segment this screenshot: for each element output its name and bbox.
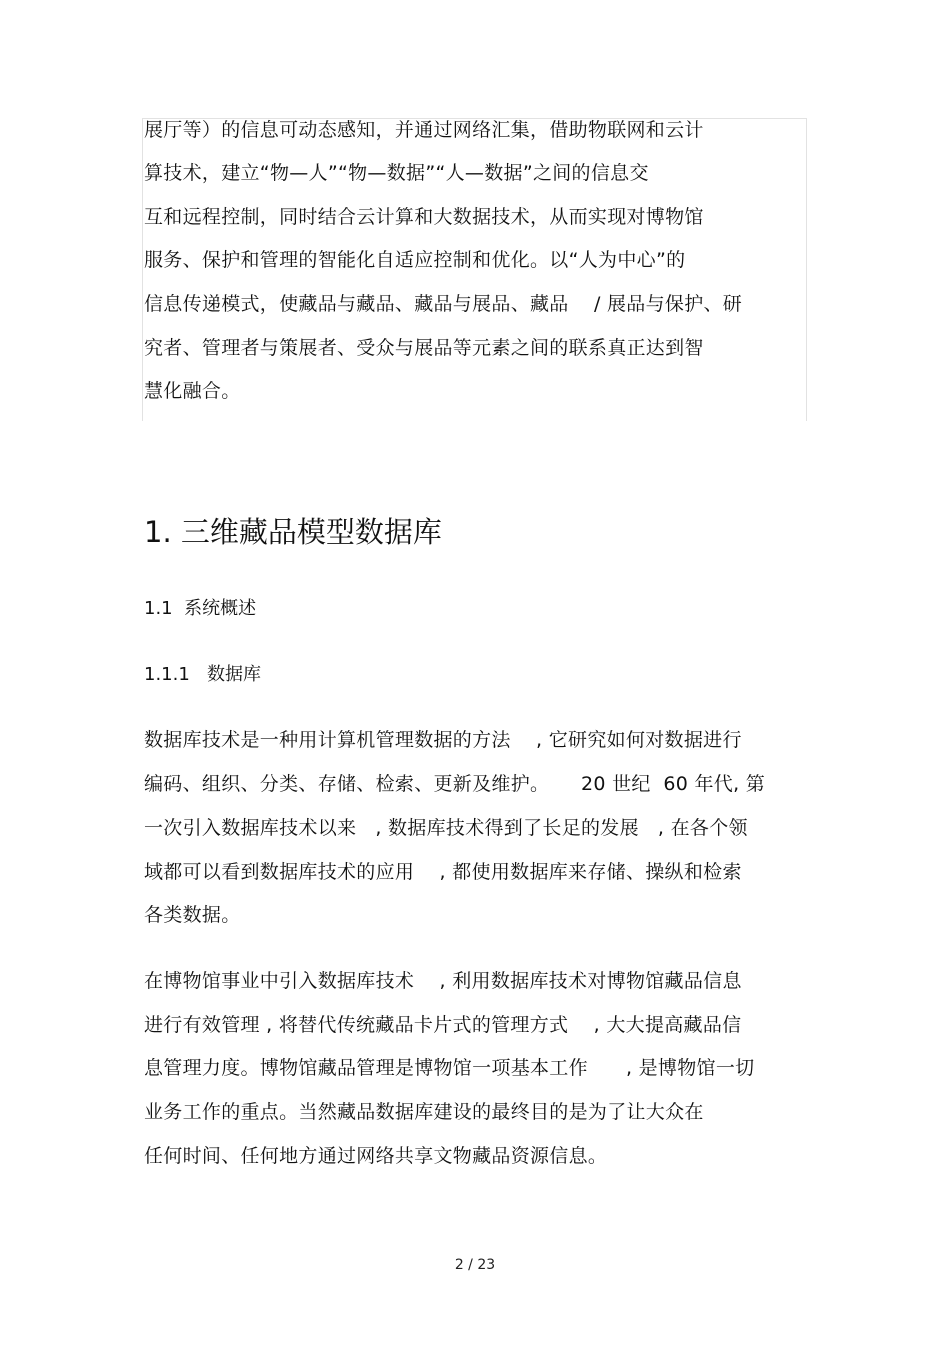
paragraph1-line-2: 编码、组织、分类、存储、检索、更新及维护。 20 世纪 60 年代, 第 [144,773,766,795]
intro-line-4: 服务、保护和管理的智能化自适应控制和优化。以“人为中心”的 [144,249,686,271]
intro-line-5: 信息传递模式，使藏品与藏品、藏品与展品、藏品 / 展品与保护、研 [144,293,743,315]
intro-line-1: 展厅等）的信息可动态感知，并通过网络汇集，借助物联网和云计 [144,119,704,141]
intro-line-3: 互和远程控制，同时结合云计算和大数据技术，从而实现对博物馆 [144,206,704,228]
intro-line-6: 究者、管理者与策展者、受众与展品等元素之间的联系真正达到智 [144,337,704,359]
paragraph1-line-4: 域都可以看到数据库技术的应用 , 都使用数据库来存储、操纵和检索 [144,861,742,883]
section-heading: 1. 三维藏品模型数据库 [144,515,442,549]
paragraph2-line-5: 任何时间、任何地方通过网络共享文物藏品资源信息。 [144,1145,608,1167]
subsection-heading: 1.1 系统概述 [144,598,257,619]
page-number: 2 / 23 [454,1257,496,1273]
subsubsection-heading: 1.1.1 数据库 [144,664,261,685]
paragraph2-line-4: 业务工作的重点。当然藏品数据库建设的最终目的是为了让大众在 [144,1101,704,1123]
intro-line-7: 慧化融合。 [144,380,241,402]
paragraph1-line-1: 数据库技术是一种用计算机管理数据的方法 , 它研究如何对数据进行 [144,729,742,751]
paragraph2-line-2: 进行有效管理 , 将替代传统藏品卡片式的管理方式 , 大大提高藏品信 [144,1014,742,1036]
paragraph1-line-3: 一次引入数据库技术以来 , 数据库技术得到了长足的发展 , 在各个领 [144,817,748,839]
paragraph1-line-5: 各类数据。 [144,904,241,926]
intro-line-2: 算技术，建立“物—人”“物—数据”“人—数据”之间的信息交 [144,162,649,184]
paragraph2-line-1: 在博物馆事业中引入数据库技术 , 利用数据库技术对博物馆藏品信息 [144,970,742,992]
paragraph2-line-3: 息管理力度。博物馆藏品管理是博物馆一项基本工作 , 是博物馆一切 [144,1057,755,1079]
